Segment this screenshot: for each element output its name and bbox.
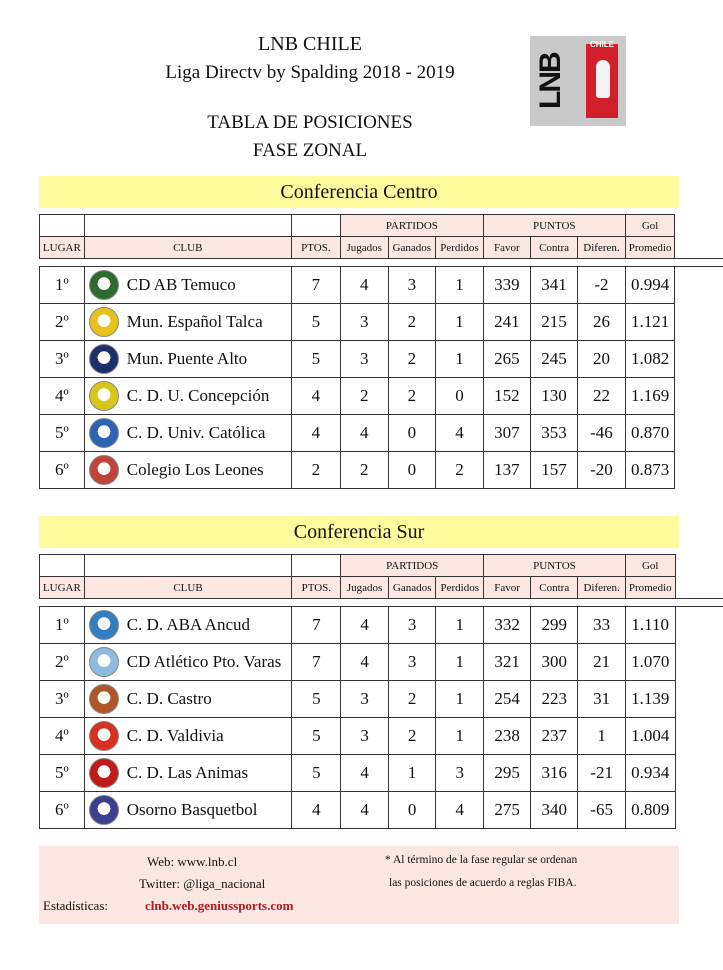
points-cell: 5 xyxy=(292,718,341,755)
position-cell: 5º xyxy=(40,415,85,452)
position-cell: 1º xyxy=(40,267,85,304)
played-cell: 4 xyxy=(340,415,388,452)
club-badge-icon xyxy=(89,455,119,485)
header-contra: Contra xyxy=(530,237,577,259)
header-perdidos: Perdidos xyxy=(436,577,484,599)
played-cell: 4 xyxy=(341,644,388,681)
position-cell: 2º xyxy=(40,304,85,341)
lost-cell: 1 xyxy=(436,681,484,718)
points-for-cell: 321 xyxy=(484,644,531,681)
logo-chile-text: CHILE xyxy=(590,40,614,49)
club-badge-icon xyxy=(89,610,119,640)
club-cell xyxy=(84,718,292,755)
played-cell: 2 xyxy=(340,452,388,489)
header-puntos: PUNTOS xyxy=(483,215,625,237)
table-row xyxy=(40,452,723,489)
conference-sur-title: Conferencia Sur xyxy=(39,516,679,548)
logo-player-silhouette xyxy=(596,60,610,98)
points-for-cell: 152 xyxy=(483,378,530,415)
club-name: C. D. Las Animas xyxy=(126,763,249,782)
won-cell: 2 xyxy=(388,718,436,755)
table-row xyxy=(40,415,723,452)
won-cell: 3 xyxy=(388,607,436,644)
lost-cell: 3 xyxy=(436,755,484,792)
club-name: CD Atlético Pto. Varas xyxy=(126,652,282,671)
club-name: C. D. ABA Ancud xyxy=(126,615,250,634)
table-row xyxy=(40,341,723,378)
standings-table-sur xyxy=(39,554,723,829)
header-contra: Contra xyxy=(531,577,578,599)
difference-cell: 26 xyxy=(578,304,626,341)
club-cell xyxy=(84,644,292,681)
position-cell: 1º xyxy=(40,607,85,644)
points-against-cell: 299 xyxy=(531,607,578,644)
header-row-columns xyxy=(40,577,723,599)
club-name: CD AB Temuco xyxy=(126,275,236,294)
won-cell: 0 xyxy=(388,415,436,452)
lost-cell: 4 xyxy=(436,792,484,829)
played-cell: 4 xyxy=(341,755,388,792)
points-against-cell: 341 xyxy=(530,267,577,304)
average-cell: 0.809 xyxy=(625,792,675,829)
average-cell: 1.121 xyxy=(625,304,675,341)
points-against-cell: 245 xyxy=(530,341,577,378)
standings-table-centro xyxy=(39,214,723,489)
difference-cell: 22 xyxy=(578,378,626,415)
difference-cell: -46 xyxy=(578,415,626,452)
header-row-columns xyxy=(40,237,723,259)
position-cell: 2º xyxy=(40,644,85,681)
header-diferen: Diferen. xyxy=(578,237,626,259)
club-name: C. D. U. Concepción xyxy=(126,386,270,405)
club-badge-icon xyxy=(89,647,119,677)
footer-stats-link[interactable]: clnb.web.geniussports.com xyxy=(145,898,294,913)
difference-cell: 20 xyxy=(578,341,626,378)
points-for-cell: 295 xyxy=(484,755,531,792)
club-name: Mun. Español Talca xyxy=(126,312,263,331)
average-cell: 1.169 xyxy=(625,378,675,415)
club-cell xyxy=(84,304,291,341)
header-lugar: LUGAR xyxy=(40,577,85,599)
table-row xyxy=(40,304,723,341)
table-row xyxy=(40,378,723,415)
lost-cell: 0 xyxy=(436,378,484,415)
won-cell: 3 xyxy=(388,267,436,304)
position-cell: 4º xyxy=(40,378,85,415)
table-row xyxy=(40,755,723,792)
table-row xyxy=(40,718,723,755)
club-cell xyxy=(84,341,291,378)
header-promedio: Promedio xyxy=(625,237,675,259)
difference-cell: -65 xyxy=(578,792,626,829)
points-cell: 4 xyxy=(292,792,341,829)
lost-cell: 1 xyxy=(436,607,484,644)
points-for-cell: 238 xyxy=(484,718,531,755)
club-cell xyxy=(84,378,291,415)
lost-cell: 1 xyxy=(436,267,484,304)
points-for-cell: 265 xyxy=(483,341,530,378)
table-row xyxy=(40,267,723,304)
header-puntos: PUNTOS xyxy=(484,555,626,577)
average-cell: 1.110 xyxy=(625,607,675,644)
position-cell: 3º xyxy=(40,681,85,718)
difference-cell: 31 xyxy=(578,681,626,718)
header-blank xyxy=(291,215,340,237)
club-cell xyxy=(84,415,291,452)
club-name: C. D. Valdivia xyxy=(126,726,224,745)
lost-cell: 1 xyxy=(436,644,484,681)
difference-cell: -20 xyxy=(578,452,626,489)
points-cell: 2 xyxy=(291,452,340,489)
points-for-cell: 339 xyxy=(483,267,530,304)
points-against-cell: 340 xyxy=(531,792,578,829)
won-cell: 0 xyxy=(388,792,436,829)
header-row-groups xyxy=(40,555,723,577)
played-cell: 3 xyxy=(341,718,388,755)
points-for-cell: 241 xyxy=(483,304,530,341)
club-name: Colegio Los Leones xyxy=(126,460,264,479)
table-spacer xyxy=(40,599,723,607)
club-cell xyxy=(84,452,291,489)
header-perdidos: Perdidos xyxy=(436,237,484,259)
points-against-cell: 130 xyxy=(530,378,577,415)
header-gol: Gol xyxy=(625,555,675,577)
header-promedio: Promedio xyxy=(625,577,675,599)
table-title: TABLA DE POSICIONES xyxy=(207,112,413,133)
lost-cell: 1 xyxy=(436,341,484,378)
club-badge-icon xyxy=(89,381,119,411)
phase-title: FASE ZONAL xyxy=(252,140,368,161)
points-against-cell: 237 xyxy=(531,718,578,755)
header-jugados: Jugados xyxy=(341,577,388,599)
header-ptos: PTOS. xyxy=(292,577,341,599)
difference-cell: 33 xyxy=(578,607,626,644)
difference-cell: 1 xyxy=(578,718,626,755)
points-cell: 5 xyxy=(292,755,341,792)
points-against-cell: 223 xyxy=(531,681,578,718)
lost-cell: 1 xyxy=(436,304,484,341)
league-subtitle: Liga Directv by Spalding 2018 - 2019 xyxy=(165,62,455,83)
average-cell: 0.870 xyxy=(625,415,675,452)
average-cell: 1.070 xyxy=(625,644,675,681)
won-cell: 0 xyxy=(388,452,436,489)
played-cell: 3 xyxy=(340,341,388,378)
club-badge-icon xyxy=(89,758,119,788)
points-against-cell: 157 xyxy=(530,452,577,489)
points-for-cell: 332 xyxy=(484,607,531,644)
header-blank xyxy=(84,215,291,237)
points-cell: 5 xyxy=(291,341,340,378)
header-ptos: PTOS. xyxy=(291,237,340,259)
points-against-cell: 215 xyxy=(530,304,577,341)
club-badge-icon xyxy=(89,795,119,825)
played-cell: 4 xyxy=(340,267,388,304)
footer-note-line1: * Al término de la fase regular se ordenan xyxy=(385,854,578,866)
difference-cell: -21 xyxy=(578,755,626,792)
club-badge-icon xyxy=(89,307,119,337)
club-badge-icon xyxy=(89,684,119,714)
average-cell: 0.994 xyxy=(625,267,675,304)
won-cell: 1 xyxy=(388,755,436,792)
club-cell xyxy=(84,792,292,829)
points-cell: 7 xyxy=(292,607,341,644)
club-badge-icon xyxy=(89,270,119,300)
points-cell: 7 xyxy=(292,644,341,681)
average-cell: 1.139 xyxy=(625,681,675,718)
points-cell: 5 xyxy=(291,304,340,341)
lost-cell: 2 xyxy=(436,452,484,489)
table-row xyxy=(40,607,723,644)
table-spacer xyxy=(40,259,723,267)
points-cell: 4 xyxy=(291,378,340,415)
position-cell: 6º xyxy=(40,792,85,829)
club-name: C. D. Castro xyxy=(126,689,212,708)
average-cell: 0.873 xyxy=(625,452,675,489)
footer-stats-label: Estadísticas: xyxy=(43,898,108,913)
difference-cell: 21 xyxy=(578,644,626,681)
played-cell: 4 xyxy=(341,607,388,644)
lost-cell: 1 xyxy=(436,718,484,755)
points-for-cell: 307 xyxy=(483,415,530,452)
table-spacer-cell xyxy=(40,599,723,607)
points-cell: 5 xyxy=(292,681,341,718)
points-against-cell: 316 xyxy=(531,755,578,792)
lnb-logo xyxy=(530,36,626,126)
header-row-groups xyxy=(40,215,723,237)
club-cell xyxy=(84,267,291,304)
average-cell: 1.082 xyxy=(625,341,675,378)
average-cell: 0.934 xyxy=(625,755,675,792)
position-cell: 5º xyxy=(40,755,85,792)
club-cell xyxy=(84,607,292,644)
club-badge-icon xyxy=(89,721,119,751)
points-for-cell: 275 xyxy=(484,792,531,829)
header-partidos: PARTIDOS xyxy=(341,555,484,577)
won-cell: 2 xyxy=(388,378,436,415)
footer xyxy=(39,846,679,924)
club-name: C. D. Univ. Católica xyxy=(126,423,266,442)
header-blank xyxy=(40,555,85,577)
header-partidos: PARTIDOS xyxy=(340,215,483,237)
won-cell: 3 xyxy=(388,644,436,681)
points-against-cell: 300 xyxy=(531,644,578,681)
page-title: LNB CHILE xyxy=(258,33,362,55)
club-badge-icon xyxy=(89,418,119,448)
played-cell: 2 xyxy=(340,378,388,415)
header-club: CLUB xyxy=(84,237,291,259)
points-for-cell: 137 xyxy=(483,452,530,489)
footer-web[interactable]: Web: www.lnb.cl xyxy=(147,854,238,869)
table-spacer-cell xyxy=(40,259,723,267)
logo-letters: LNB xyxy=(534,53,567,109)
footer-twitter[interactable]: Twitter: @liga_nacional xyxy=(139,876,266,891)
won-cell: 2 xyxy=(388,304,436,341)
club-badge-icon xyxy=(89,344,119,374)
table-row xyxy=(40,644,723,681)
played-cell: 4 xyxy=(341,792,388,829)
header-diferen: Diferen. xyxy=(578,577,626,599)
average-cell: 1.004 xyxy=(625,718,675,755)
played-cell: 3 xyxy=(340,304,388,341)
footer-note-line2: las posiciones de acuerdo a reglas FIBA. xyxy=(389,877,577,889)
club-name: Osorno Basquetbol xyxy=(126,800,258,819)
header-favor: Favor xyxy=(483,237,530,259)
header-ganados: Ganados xyxy=(388,237,436,259)
points-cell: 7 xyxy=(291,267,340,304)
points-against-cell: 353 xyxy=(530,415,577,452)
position-cell: 6º xyxy=(40,452,85,489)
header-club: CLUB xyxy=(84,577,292,599)
header-blank xyxy=(84,555,292,577)
header-jugados: Jugados xyxy=(340,237,388,259)
club-name: Mun. Puente Alto xyxy=(126,349,248,368)
table-row xyxy=(40,792,723,829)
header-favor: Favor xyxy=(484,577,531,599)
position-cell: 4º xyxy=(40,718,85,755)
conference-centro-title: Conferencia Centro xyxy=(39,176,679,208)
club-cell xyxy=(84,681,292,718)
won-cell: 2 xyxy=(388,341,436,378)
played-cell: 3 xyxy=(341,681,388,718)
header-blank xyxy=(292,555,341,577)
points-cell: 4 xyxy=(291,415,340,452)
header-lugar: LUGAR xyxy=(40,237,85,259)
header-gol: Gol xyxy=(625,215,675,237)
header-ganados: Ganados xyxy=(388,577,436,599)
header-blank xyxy=(40,215,85,237)
lost-cell: 4 xyxy=(436,415,484,452)
club-cell xyxy=(84,755,292,792)
difference-cell: -2 xyxy=(578,267,626,304)
won-cell: 2 xyxy=(388,681,436,718)
position-cell: 3º xyxy=(40,341,85,378)
table-row xyxy=(40,681,723,718)
points-for-cell: 254 xyxy=(484,681,531,718)
